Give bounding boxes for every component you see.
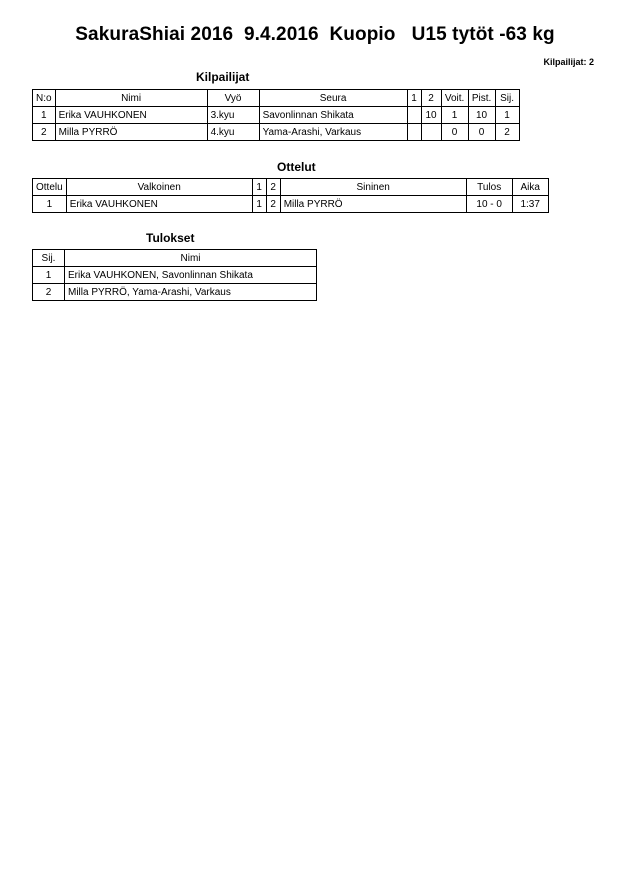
- column-header-white: Valkoinen: [66, 179, 252, 196]
- column-header-num1: 1: [252, 179, 266, 196]
- table-row: [33, 107, 520, 124]
- cell-name: Erika VAUHKONEN, Savonlinnan Shikata: [65, 267, 317, 284]
- cell-rank: 1: [495, 107, 519, 124]
- cell-belt: 4.kyu: [207, 124, 259, 141]
- column-header-name: Nimi: [55, 90, 207, 107]
- column-header-num2: 2: [266, 179, 280, 196]
- cell-rank: 2: [495, 124, 519, 141]
- cell-belt: 3.kyu: [207, 107, 259, 124]
- column-header-result: Tulos: [466, 179, 512, 196]
- cell-club: Savonlinnan Shikata: [259, 107, 407, 124]
- column-header-match-no: Ottelu: [33, 179, 67, 196]
- column-header-belt: Vyö: [207, 90, 259, 107]
- cell-no: 1: [33, 107, 56, 124]
- cell-name: Erika VAUHKONEN: [55, 107, 207, 124]
- column-header-time: Aika: [512, 179, 548, 196]
- table-row: [33, 124, 520, 141]
- cell-club: Yama-Arashi, Varkaus: [259, 124, 407, 141]
- cell-match2: [421, 124, 441, 141]
- column-header-rank: Sij.: [33, 250, 65, 267]
- cell-wins: 1: [441, 107, 468, 124]
- column-header-club: Seura: [259, 90, 407, 107]
- competitors-table: [32, 89, 520, 141]
- table-row: [33, 284, 317, 301]
- competitor-count: Kilpailijat: 2: [543, 57, 594, 67]
- column-header-match1: 1: [407, 90, 421, 107]
- cell-rank: 2: [33, 284, 65, 301]
- cell-no: 2: [33, 124, 56, 141]
- column-header-rank: Sij.: [495, 90, 519, 107]
- cell-name: Milla PYRRÖ: [55, 124, 207, 141]
- cell-num1: 1: [252, 196, 266, 213]
- cell-match1: [407, 124, 421, 141]
- cell-rank: 1: [33, 267, 65, 284]
- cell-blue: Milla PYRRÖ: [280, 196, 466, 213]
- cell-white: Erika VAUHKONEN: [66, 196, 252, 213]
- table-header-row: [33, 179, 549, 196]
- table-row: [33, 267, 317, 284]
- column-header-match2: 2: [421, 90, 441, 107]
- column-header-no: N:o: [33, 90, 56, 107]
- column-header-points: Pist.: [468, 90, 495, 107]
- cell-result: 10 - 0: [466, 196, 512, 213]
- table-header-row: [33, 250, 317, 267]
- column-header-name: Nimi: [65, 250, 317, 267]
- cell-match2: 10: [421, 107, 441, 124]
- cell-name: Milla PYRRÖ, Yama-Arashi, Varkaus: [65, 284, 317, 301]
- cell-points: 0: [468, 124, 495, 141]
- cell-points: 10: [468, 107, 495, 124]
- column-header-blue: Sininen: [280, 179, 466, 196]
- table-header-row: [33, 90, 520, 107]
- section-heading-competitors: Kilpailijat: [196, 70, 250, 84]
- cell-num2: 2: [266, 196, 280, 213]
- cell-match-no: 1: [33, 196, 67, 213]
- page-title: SakuraShiai 2016 9.4.2016 Kuopio U15 tytöt -63 kg: [75, 24, 555, 45]
- cell-time: 1:37: [512, 196, 548, 213]
- cell-match1: [407, 107, 421, 124]
- column-header-wins: Voit.: [441, 90, 468, 107]
- results-table: [32, 249, 317, 301]
- table-row: [33, 196, 549, 213]
- cell-wins: 0: [441, 124, 468, 141]
- section-heading-matches: Ottelut: [277, 160, 316, 174]
- matches-table: [32, 178, 549, 213]
- section-heading-results: Tulokset: [146, 231, 195, 245]
